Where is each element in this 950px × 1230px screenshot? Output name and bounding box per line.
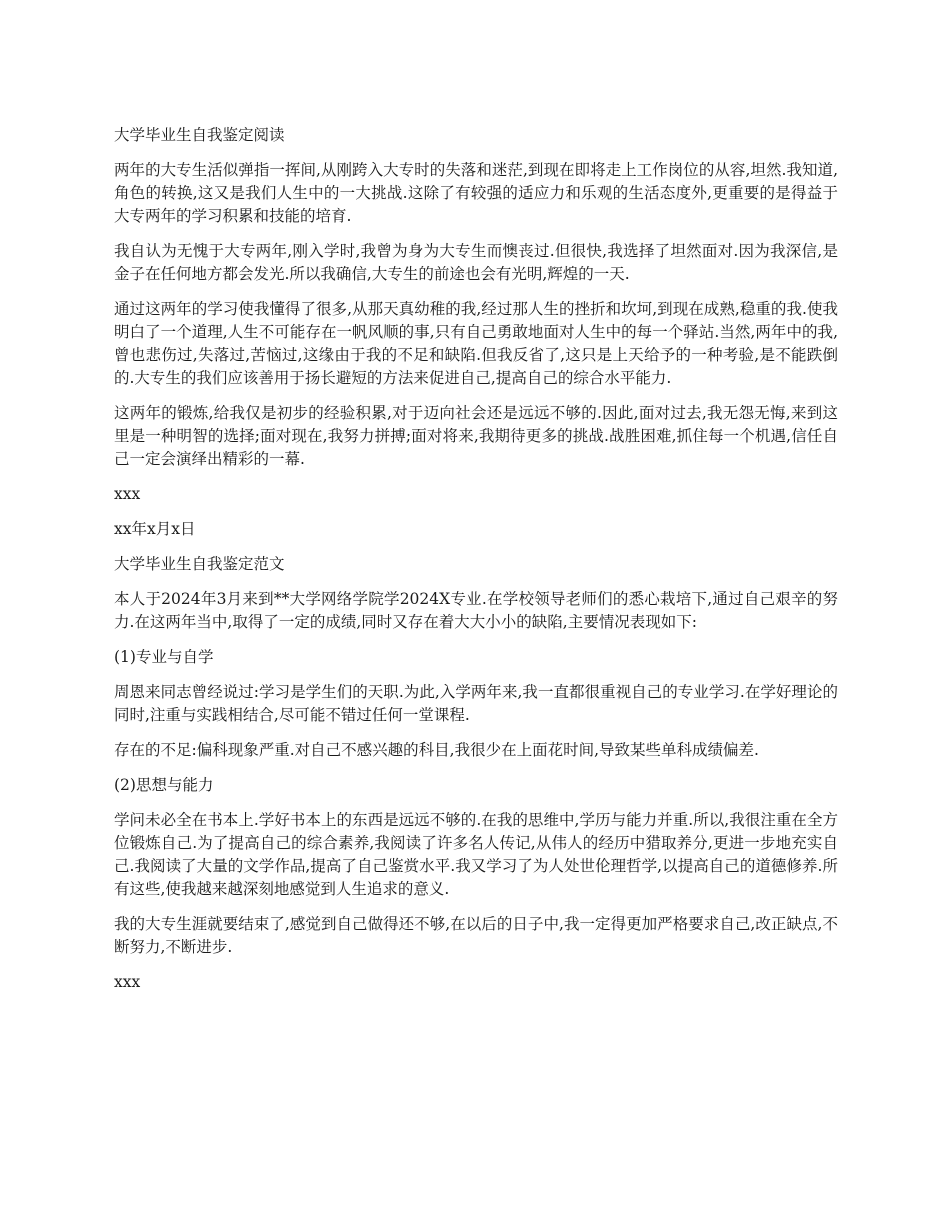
body-paragraph: 这两年的锻炼,给我仅是初步的经验积累,对于迈向社会还是远远不够的.因此,面对过去,我无怨无悔,来到这里是一种明智的选择;面对现在,我努力拼搏;面对将来,我期待更多的挑战.战胜困难,抓住每一个机遇,信任自己一定会演绎出精彩的一幕. xyxy=(114,404,838,468)
body-paragraph: 存在的不足:偏科现象严重.对自己不感兴趣的科目,我很少在上面花时间,导致某些单科成绩偏差. xyxy=(114,741,759,759)
body-paragraph: 通过这两年的学习使我懂得了很多,从那天真幼稚的我,经过那人生的挫折和坎坷,到现在成熟,稳重的我.使我明白了一个道理,人生不可能存在一帆风顺的事,只有自己勇敢地面对人生中的每一个驿站.当然,两年中的我,曾也悲伤过,失落过,苦恼过,这缘由于我的不足和缺陷.但我反省了,这只是上天给予的一种考验,是不能跌倒的.大专生的我们应该善用于扬长避短的方法来促进自己,提高自己的综合水平能力. xyxy=(114,300,838,387)
body-paragraph: 我的大专生涯就要结束了,感觉到自己做得还不够,在以后的日子中,我一定得更加严格要求自己,改正缺点,不断努力,不断进步. xyxy=(114,915,838,956)
body-paragraph: 我自认为无愧于大专两年,刚入学时,我曾为身为大专生而懊丧过.但很快,我选择了坦然面对.因为我深信,是金子在任何地方都会发光.所以我确信,大专生的前途也会有光明,辉煌的一天. xyxy=(114,242,838,283)
subsection-heading: (1)专业与自学 xyxy=(114,648,214,666)
body-paragraph: 周恩来同志曾经说过:学习是学生们的天职.为此,入学两年来,我一直都很重视自己的专业学习.在学好理论的同时,注重与实践相结合,尽可能不错过任何一堂课程. xyxy=(114,683,838,724)
body-paragraph: 本人于2024年3月来到**大学网络学院学2024X专业.在学校领导老师们的悉心栽培下,通过自己艰辛的努力.在这两年当中,取得了一定的成绩,同时又存在着大大小小的缺陷,主要情况表现如下: xyxy=(114,590,838,631)
document-page xyxy=(114,124,838,1006)
signature-name: xxx xyxy=(114,485,141,503)
document-title: 大学毕业生自我鉴定阅读 xyxy=(114,126,285,144)
subsection-heading: (2)思想与能力 xyxy=(114,776,214,794)
signature-name: xxx xyxy=(114,973,141,991)
section-title: 大学毕业生自我鉴定范文 xyxy=(114,555,285,573)
signature-date: xx年x月x日 xyxy=(114,520,196,538)
body-paragraph: 学问未必全在书本上.学好书本上的东西是远远不够的.在我的思维中,学历与能力并重.所以,我很注重在全方位锻炼自己.为了提高自己的综合素养,我阅读了许多名人传记,从伟人的经历中猎取养分,更进一步地充实自己.我阅读了大量的文学作品,提高了自己鉴赏水平.我又学习了为人处世伦理哲学,以提高自己的道德修养.所有这些,使我越来越深刻地感觉到人生追求的意义. xyxy=(114,811,838,898)
body-paragraph: 两年的大专生活似弹指一挥间,从刚跨入大专时的失落和迷茫,到现在即将走上工作岗位的从容,坦然.我知道,角色的转换,这又是我们人生中的一大挑战.这除了有较强的适应力和乐观的生活态度外,更重要的是得益于大专两年的学习积累和技能的培育. xyxy=(114,161,838,225)
